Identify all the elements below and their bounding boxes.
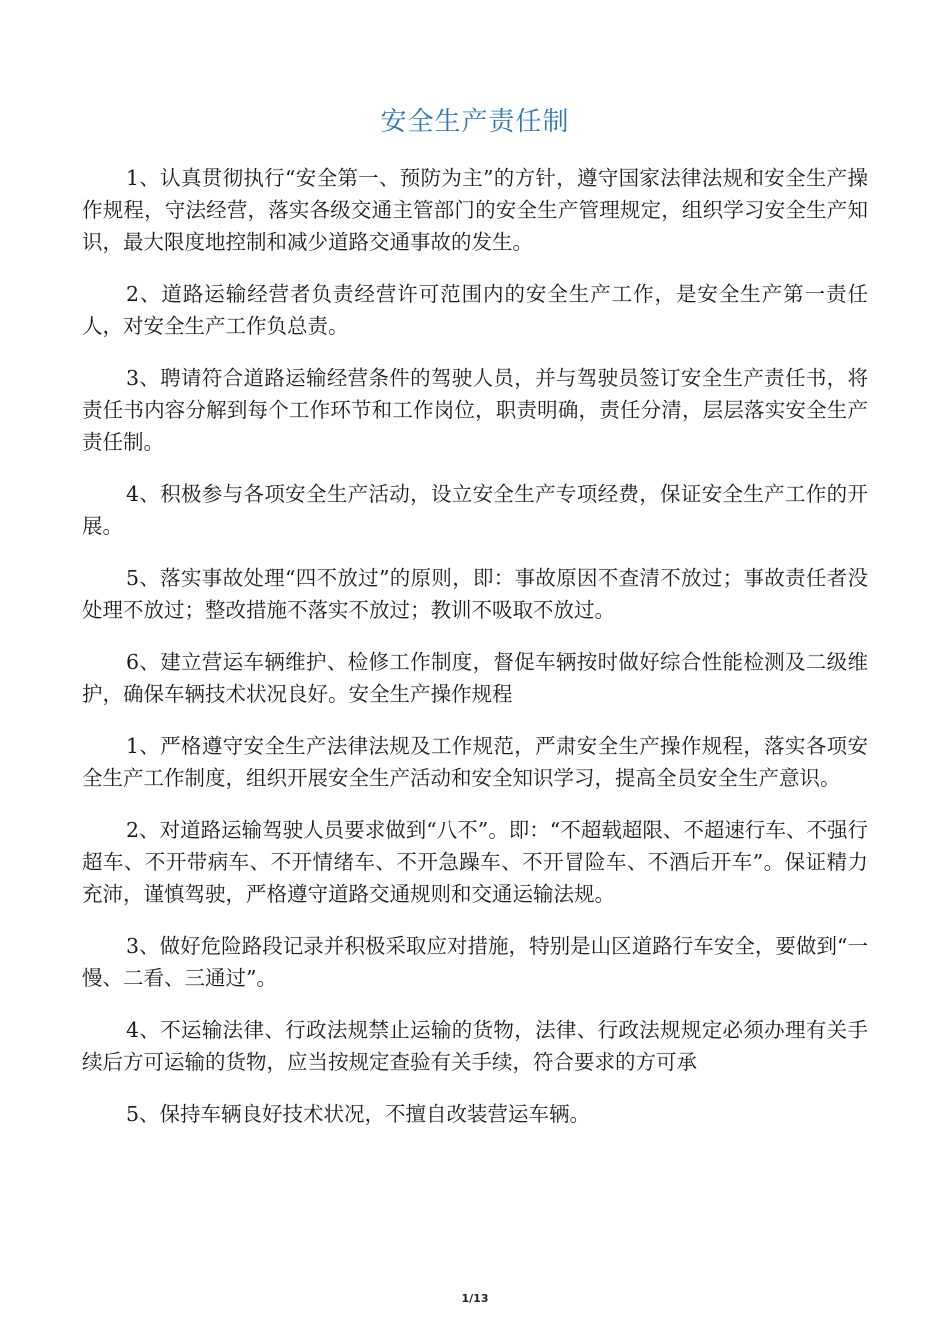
document-title: 安全生产责任制 — [380, 107, 570, 137]
paragraph: 1、认真贯彻执行“安全第一、预防为主”的方针，遵守国家法律法规和安全生产操作规程，守法经营，落实各级交通主管部门的安全生产管理规定，组织学习安全生产知识，最大限度地控制和减少道路交通事故的发生。 — [82, 166, 868, 254]
paragraph: 2、道路运输经营者负责经营许可范围内的安全生产工作，是安全生产第一责任人，对安全生产工作负总责。 — [82, 282, 868, 338]
paragraph: 4、积极参与各项安全生产活动，设立安全生产专项经费，保证安全生产工作的开展。 — [82, 482, 868, 538]
document-body — [82, 162, 868, 1150]
paragraph: 2、对道路运输驾驶人员要求做到“八不”。即：“不超载超限、不超速行车、不强行超车、不开带病车、不开情绪车、不开急躁车、不开冒险车、不酒后开车”。保证精力充沛，谨慎驾驶，严格遵守道路交通规则和交通运输法规。 — [82, 818, 868, 906]
page-number: 1/13 — [461, 1292, 489, 1305]
paragraph: 3、聘请符合道路运输经营条件的驾驶人员，并与驾驶员签订安全生产责任书，将责任书内容分解到每个工作环节和工作岗位，职责明确，责任分清，层层落实安全生产责任制。 — [82, 366, 868, 454]
paragraph: 1、严格遵守安全生产法律法规及工作规范，严肃安全生产操作规程，落实各项安全生产工作制度，组织开展安全生产活动和安全知识学习，提高全员安全生产意识。 — [82, 734, 868, 790]
paragraph: 4、不运输法律、行政法规禁止运输的货物，法律、行政法规规定必须办理有关手续后方可运输的货物，应当按规定查验有关手续，符合要求的方可承 — [82, 1018, 868, 1074]
paragraph: 3、做好危险路段记录并积极采取应对措施，特别是山区道路行车安全，要做到“一慢、二看、三通过”。 — [82, 934, 868, 990]
paragraph: 6、建立营运车辆维护、检修工作制度，督促车辆按时做好综合性能检测及二级维护，确保车辆技术状况良好。安全生产操作规程 — [82, 650, 868, 706]
paragraph: 5、保持车辆良好技术状况，不擅自改装营运车辆。 — [126, 1102, 591, 1126]
paragraph: 5、落实事故处理“四不放过”的原则，即：事故原因不查清不放过；事故责任者没处理不放过；整改措施不落实不放过；教训不吸取不放过。 — [82, 566, 868, 622]
